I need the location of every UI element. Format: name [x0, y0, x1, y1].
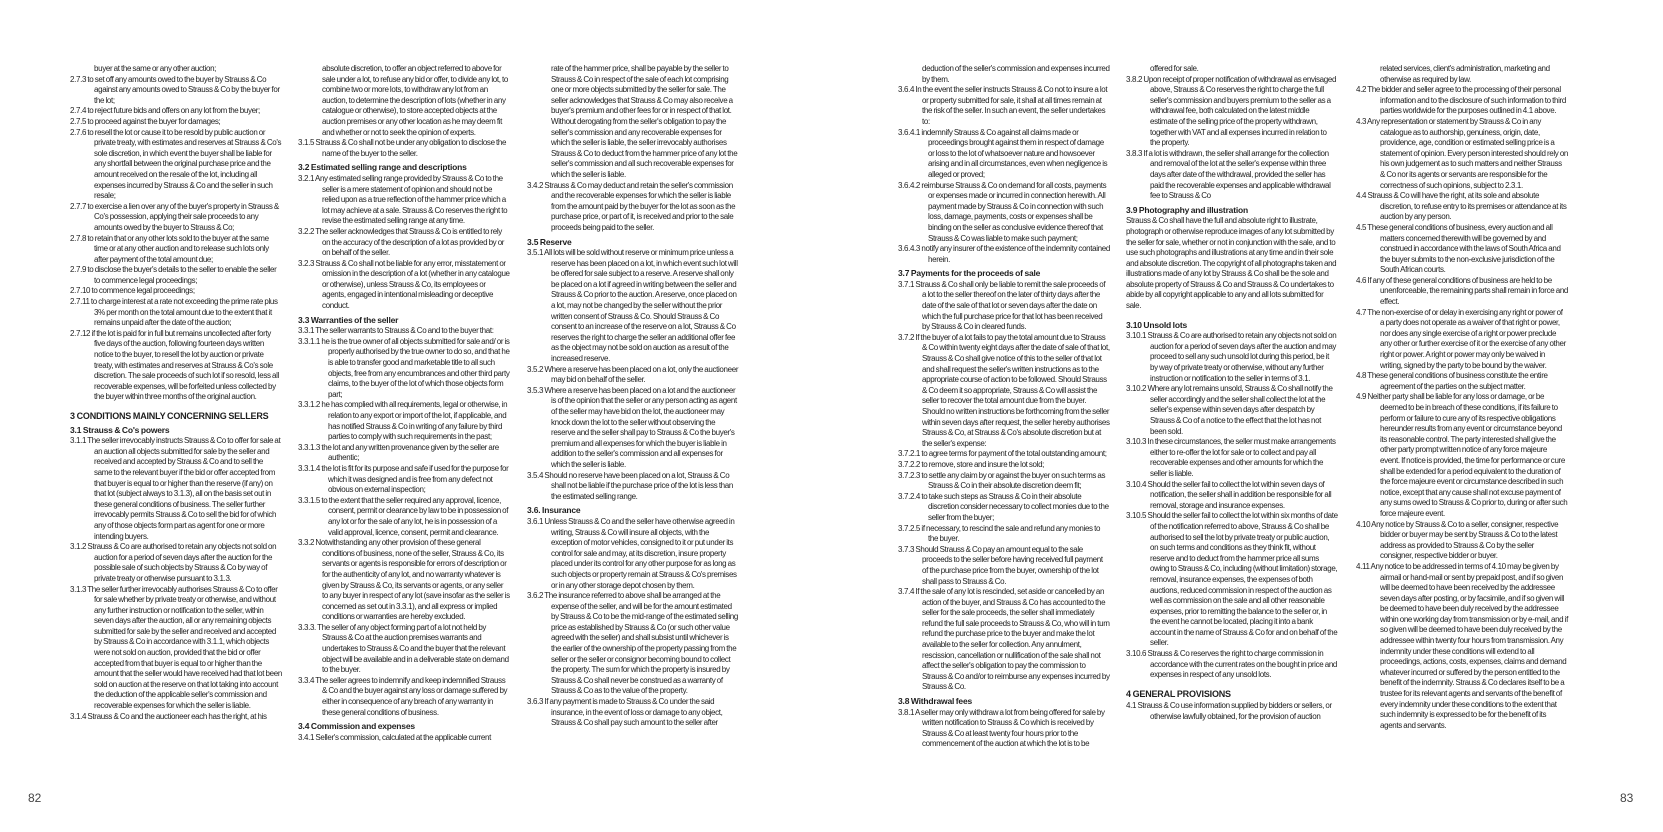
clause-paragraph: 3.6.4.2 reimburse Strauss & Co on demand for all costs, payments or expenses made or incurred in connection herewith. All payment made by Strauss & Co in connection with such loss, damage, payments, costs or expenses shall be binding on the seller as conclusive evidence thereof that Strauss & Co was liable to make such payment; [898, 180, 1107, 243]
subsection-heading: 3.1 Strauss & Co's powers [70, 424, 170, 435]
clause-paragraph: 3.10.3 In these circumstances, the seller must make arrangements either to re-offer the lot for sale or to collect and pay all recoverable expenses and other amounts for which the seller is liable. [1126, 437, 1336, 478]
clause-paragraph: 4.8 These general conditions of business constitute the entire agreement of the parties on the subject matter. [1356, 371, 1548, 391]
clause-paragraph: 3.5.1 All lots will be sold without reserve or minimum price unless a reserve has been placed on a lot, in which event such lot will be offered for sale subject to a reserve. A reserve shall only be placed on a lot if agreed in writing between the seller and Strauss & Co prior to the auction. A reserve, once placed on a lot, may not be changed by the seller without the prior written consent of Strauss & Co. Should Strauss & Co consent to an increase of the reserve on a lot, Strauss & Co reserves the right to charge the seller an additional offer fee as the object may not be sold on auction as a result of the increased reserve. [527, 248, 738, 364]
clause-paragraph: Strauss & Co shall have the full and absolute right to illustrate, photograph or otherwise reproduce images of any lot submitted by the seller for sale, whether or not in conjunction with the sale, and to use such photographs and illustrations at any time and in their sole and absolute discretion. The copyright of all photographs taken and illustrations made of any lot by Strauss & Co shall be the sole and absolute property of Strauss & Co and Strauss & Co undertakes to abide by all copyright applicable to any and all lots submitted for sale. [1126, 216, 1337, 311]
subsection-heading: 3.7 Payments for the proceeds of sale [898, 268, 1041, 279]
subsection-heading: 3.5 Reserve [527, 236, 572, 247]
continued-paragraph: deduction of the seller's commission and expenses incurred by them. [922, 64, 1110, 84]
clause-paragraph: 4.5 These general conditions of business, every auction and all matters concerned therewith will be governed by and construed in accordance with the laws of South Africa and the buyer submits to the non-exclusive jurisdiction of the South African courts. [1356, 222, 1561, 275]
clause-paragraph: 3.8.1 A seller may only withdraw a lot from being offered for sale by written notification to Strauss & Co which is received by Strauss & Co at least twenty four hours prior to the commencement of the auction at which the lot is to be [898, 707, 1105, 749]
clause-paragraph: 2.7.4 to reject future bids and offers on any lot from the buyer; [70, 106, 260, 116]
clause-paragraph: 2.7.12 if the lot is paid for in full but remains uncollected after forty five days of the auction, following fourteen days written notice to the buyer, to resell the lot by auction or private treaty, with estimates and reserves at Strauss & Co's sole discretion. The sale proceeds of such lot if so resold, less all recoverable expenses, will be forfeited unless collected by the buyer within three months of the original auction. [70, 328, 279, 402]
continued-paragraph: related services, client's administration, marketing and otherwise as required by law. [1380, 64, 1550, 84]
clause-paragraph: 4.7 The non-exercise of or delay in exercising any right or power of a party does not operate as a waiver of that right or power, nor does any single exercise of a right or power preclude any other or further exercise of it or the exercise of any other right or power. A right or power may only be waived in writing, signed by the party to be bound by the waiver. [1356, 307, 1566, 370]
clause-paragraph: 3.3.1 The seller warrants to Strauss & Co and to the buyer that: [298, 326, 494, 336]
continued-paragraph: buyer at the same or any other auction; [94, 64, 217, 73]
right-page-column-3 [1356, 64, 1568, 731]
clause-paragraph: 3.7.4 If the sale of any lot is rescinded, set aside or cancelled by an action of the buyer, and Strauss & Co has accounted to the seller for the sale proceeds, the seller shall immediately refund the full sale proceeds to Strauss & Co, who will in turn refund the purchase price to the buyer and make the lot available to the seller for collection. Any annulment, rescission, cancellation or nullification of the sale shall not affect the seller's obligation to pay the commission to Strauss & Co and/or to reimburse any expenses incurred by Strauss & Co. [898, 587, 1110, 692]
clause-paragraph: 3.1.5 Strauss & Co shall not be under any obligation to disclose the name of the buyer to the seller. [298, 138, 507, 158]
right-page-column-1 [898, 64, 1110, 750]
section-heading: 4 GENERAL PROVISIONS [1126, 688, 1231, 699]
subsection-heading: 3.6. Insurance [527, 505, 581, 516]
subsection-heading: 3.10 Unsold lots [1126, 319, 1187, 330]
left-page-column-3 [527, 64, 739, 729]
clause-paragraph: 2.7.9 to disclose the buyer's details to the seller to enable the seller to commence legal proceedings; [70, 265, 277, 285]
subsection-heading: 3.4 Commission and expenses [298, 721, 415, 732]
clause-paragraph: 3.7.2.5 if necessary, to rescind the sale and refund any monies to the buyer. [898, 523, 1101, 544]
page-number-left: 82 [28, 791, 42, 805]
clause-paragraph: 3.7.2.1 to agree terms for payment of the total outstanding amount; [898, 449, 1107, 459]
clause-paragraph: 4.9 Neither party shall be liable for any loss or damage, or be deemed to be in breach of these conditions, if its failure to perform or failure to cure any of its respective obligations hereunder results from any event or circumstance beyond its reasonable control. The party interested shall give the other party prompt written notice of any force majeure event. If notice is provided, the time for performance or cure shall be extended for a period equivalent to the duration of the force majeure event or circumstance described in such notice, except that any cause shall not excuse payment of any sums owed to Strauss & Co prior to, during or after such force majeure event. [1356, 392, 1568, 518]
right-page-column-2 [1126, 64, 1338, 723]
clause-paragraph: 3.6.4.1 indemnify Strauss & Co against all claims made or proceedings brought against them in respect of damage or loss to the lot of whatsoever nature and howsoever arising and in all circumstances, even when negligence is alleged or proved; [898, 127, 1108, 179]
clause-paragraph: 3.3.1.5 to the extent that the seller required any approval, licence, consent, permit or clearance by law to be in possession of any lot or for the sale of any lot, he is in possession of a valid approval, licence, consent, permit and clearance. [298, 495, 509, 537]
clause-paragraph: 4.3 Any representation or statement by Strauss & Co in any catalogue as to authorship, genuiness, origin, date, providence, age, condition or estimated selling price is a statement of opinion. Every person interested should rely on his own judgement as to such matters and neither Strauss & Co nor its agents or servants are responsible for the correctness of such opinions, subject to 2.3.1. [1356, 116, 1569, 190]
clause-paragraph: 3.3.2 Notwithstanding any other provision of these general conditions of business, none of the seller, Strauss & Co, its servants or agents is responsible for errors of description or for the authenticity of any lot, and no warranty whatever is given by Strauss & Co, its servants or agents, or any seller to any buyer in respect of any lot (save insofar as the seller is concerned as set out in 3.3.1), and all express or implied conditions or warranties are hereby excluded. [298, 538, 510, 622]
clause-paragraph: 3.3.1.3 the lot and any written provenance given by the seller are authentic; [298, 442, 499, 463]
clause-paragraph: 3.1.1 The seller irrevocably instructs Strauss & Co to offer for sale at an auction all objects submitted for sale by the seller and received and accepted by Strauss & Co and to sell the same to the relevant buyer if the bid or offer accepted from that buyer is equal to or higher than the reserve (if any) on that lot (subject always to 3.1.3), all on the basis set out in these general conditions of business. The seller further irrevocably permits Strauss & Co to sell the bid for of which any of those objects form part as agent for one or more intending buyers. [70, 436, 281, 541]
clause-paragraph: 3.3.3. The seller of any object forming part of a lot not held by Strauss & Co at the auction premises warrants and undertakes to Strauss & Co and the buyer that the relevant object will be available and in a deliverable state on demand to the buyer. [298, 622, 509, 675]
clause-paragraph: 3.1.4 Strauss & Co and the auctioneer each has the right, at his [70, 711, 267, 721]
subsection-heading: 3.8 Withdrawal fees [898, 696, 973, 707]
clause-paragraph: 2.7.5 to proceed against the buyer for damages; [70, 116, 221, 126]
clause-paragraph: 3.6.2 The insurance referred to above shall be arranged at the expense of the seller, and will be for the amount estimated by Strauss & Co to be the mid-range of the estimated selling price as established by Strauss & Co (or such other value agreed with the seller) and shall subsist until whichever is the earlier of the ownership of the property passing from the seller or the seller or consignor becoming bound to collect the property. The sum for which the property is insured by Strauss & Co shall never be construed as a warranty of Strauss & Co as to the value of the property. [527, 591, 738, 696]
clause-paragraph: 3.3.1.2 he has complied with all requirements, legal or otherwise, in relation to any export or import of the lot, if applicable, and has notified Strauss & Co in writing of any failure by third parties to comply with such requirements in the past; [298, 400, 508, 442]
clause-paragraph: 4.6 If any of these general conditions of business are held to be unenforceable, the remaining parts shall remain in force and effect. [1356, 275, 1569, 307]
section-heading: 3 CONDITIONS MAINLY CONCERNING SELLERS [70, 411, 269, 421]
clause-paragraph: 3.2.3 Strauss & Co shall not be liable for any error, misstatement or omission in the description of a lot (whether in any catalogue or otherwise), unless Strauss & Co, its employees or agents, engaged in intentional misleading or deceptive conduct. [298, 258, 510, 311]
left-page-column-2 [298, 64, 510, 743]
clause-paragraph: 3.6.4 In the event the seller instructs Strauss & Co not to insure a lot or property submitted for sale, it shall at all times remain at the risk of the seller. In such an event, the seller undertakes to: [898, 85, 1108, 126]
clause-paragraph: 3.3.4 The seller agrees to indemnify and keep indemnified Strauss & Co and the buyer against any loss or damage suffered by either in consequence of any breach of any warranty in these general conditions of business. [298, 675, 508, 717]
clause-paragraph: 4.2 The bidder and seller agree to the processing of their personal information and to the disclosure of such information to third parties worldwide for the purposes outlined in 4.1 above. [1356, 85, 1566, 116]
clause-paragraph: 2.7.6 to resell the lot or cause it to be resold by public auction or private treaty, with estimates and reserves at Strauss & Co's sole discretion, in which event the buyer shall be liable for any shortfall between the original purchase price and the amount received on the resale of the lot, including all expenses incurred by Strauss & Co and the seller in such resale; [70, 127, 282, 201]
clause-paragraph: 4.10 Any notice by Strauss & Co to a seller, consigner, respective bidder or buyer may be sent by Strauss & Co to the latest address as provided to Strauss & Co by the seller consigner, respective bidder or buyer. [1356, 519, 1559, 561]
subsection-heading: 3.2 Estimated selling range and descriptions [298, 162, 467, 173]
continued-paragraph: absolute discretion, to offer an object referred to above for sale under a lot, to refuse any bid or offer, to divide any lot, to combine two or more lots, to withdraw any lot from an auction, to determine the description of lots (whether in any catalogue or otherwise), to store accepted objects at the auction premises or any other location as he may deem fit and whether or not to seek the opinion of experts. [322, 64, 508, 137]
clause-paragraph: 3.7.2.3 to settle any claim by or against the buyer on such terms as Strauss & Co in their absolute discretion deem fit; [898, 470, 1106, 491]
clause-paragraph: 3.8.2 Upon receipt of proper notification of withdrawal as envisaged above, Strauss & Co reserves the right to charge the full seller's commission and buyers premium to the seller as a withdrawal fee, both calculated on the latest middle estimate of the selling price of the property withdrawn, together with VAT and all expenses incurred in relation to the property. [1126, 74, 1337, 148]
page-number-right: 83 [1620, 791, 1634, 805]
clause-paragraph: 3.10.2 Where any lot remains unsold, Strauss & Co shall notify the seller accordingly and the seller shall collect the lot at the seller's expense within seven days after despatch by Strauss & Co of a notice to the effect that the lot has not been sold. [1126, 384, 1333, 436]
clause-paragraph: 4.11 Any notice to be addressed in terms of 4.10 may be given by airmail or hand-mail or sent by prepaid post, and if so given will be deemed to have been received by the addressee seven days after posting, or by facsimile, and if so given will be deemed to have been duly received by the addressee within one working day from transmission or by e-mail, and if so given will be deemed to have been duly received by the addressee within twenty four hours from transmission. Any indemnity under these conditions will extend to all proceedings, actions, costs, expenses, claims and demand whatever incurred or suffered by the person entitled to the benefit of the indemnity. Strauss & Co declares itself to be a trustee for its relevant agents and servants of the benefit of every indemnity under these conditions to the extent that such indemnity is expressed to be for the benefit of its agents and servants. [1356, 561, 1568, 730]
clause-paragraph: 3.7.2.4 to take such steps as Strauss & Co in their absolute discretion consider necessary to collect monies due to the seller from the buyer; [898, 491, 1109, 522]
clause-paragraph: 3.7.2.2 to remove, store and insure the lot sold; [898, 459, 1045, 469]
clause-paragraph: 3.3.1.4 the lot is fit for its purpose and safe if used for the purpose for which it was designed and is free from any defect not obvious on external inspection; [298, 463, 509, 495]
clause-paragraph: 2.7.7 to exercise a lien over any of the buyer's property in Strauss & Co's possession, applying their sale proceeds to any amounts owed by the buyer to Strauss & Co; [70, 201, 279, 232]
clause-paragraph: 3.6.4.3 notify any insurer of the existence of the indemnity contained herein. [898, 244, 1110, 264]
subsection-heading: 3.9 Photography and illustration [1126, 204, 1248, 215]
clause-paragraph: 3.3.1.1 he is the true owner of all objects submitted for sale and/ or is properly authorised by the true owner to do so, and that he is able to transfer good and marketable title to all such objects, free from any encumbrances and other third party claims, to the buyer of the lot of which those objects form part; [298, 336, 510, 399]
continued-paragraph: rate of the hammer price, shall be payable by the seller to Strauss & Co in respect of the sale of each lot comprising one or more objects submitted by the seller for sale. The seller acknowledges that Strauss & Co may also receive a buyer's premium and other fees for or in respect of that lot. Without derogating from the seller's obligation to pay the seller's commission and any recoverable expenses for which the seller is liable, the seller irrevocably authorises Strauss & Co to deduct from the hammer price of any lot the seller's commission and all such recoverable expenses for which the seller is liable. [551, 64, 738, 179]
clause-paragraph: 3.8.3 If a lot is withdrawn, the seller shall arrange for the collection and removal of the lot at the seller's expense within three days after date of the withdrawal, provided the seller has paid the recoverable expenses and applicable withdrawal fee to Strauss & Co [1126, 148, 1331, 201]
clause-paragraph: 3.7.1 Strauss & Co shall only be liable to remit the sale proceeds of a lot to the seller thereof on the later of thirty days after the date of the sale of that lot or seven days after the date on which the full purchase price for that lot has been received by Strauss & Co in cleared funds. [898, 279, 1106, 332]
clause-paragraph: 4.4 Strauss & Co will have the right, at its sole and absolute discretion, to refuse entry to its premises or attendance at its auction by any person. [1356, 191, 1567, 222]
clause-paragraph: 3.1.3 The seller further irrevocably authorises Strauss & Co to offer for sale whether by private treaty or otherwise, and without any further instruction or notification to the seller, within seven days after the auction, all or any remaining objects submitted for sale by the seller and received and accepted by Strauss & Co in accordance with 3.1.1, which objects were not sold on auction, provided that the bid or offer accepted from that buyer is equal to or higher than the amount that the seller would have received had that lot been sold on auction at the reserve on that lot taking into account the deduction of the applicable seller's commission and recoverable expenses for which the seller is liable. [70, 584, 282, 711]
clause-paragraph: 3.10.6 Strauss & Co reserves the right to charge commission in accordance with the current rates on the bought in price and expenses in respect of any unsold lots. [1126, 649, 1338, 680]
clause-paragraph: 4.1 Strauss & Co use information supplied by bidders or sellers, or otherwise lawfully obtained, for the provision of auction [1126, 701, 1332, 722]
clause-paragraph: 3.4.1 Seller's commission, calculated at the applicable current [298, 732, 491, 742]
subsection-heading: 3.3 Warranties of the seller [298, 314, 399, 325]
clause-paragraph: 3.1.2 Strauss & Co are authorised to retain any objects not sold on auction for a period of seven days after the auction for the possible sale of such objects by Strauss & Co by way of private treaty or otherwise pursuant to 3.1.3. [70, 542, 277, 583]
clause-paragraph: 3.2.2 The seller acknowledges that Strauss & Co is entitled to rely on the accuracy of the description of a lot as provided by or on behalf of the seller. [298, 226, 505, 258]
clause-paragraph: 3.10.5 Should the seller fail to collect the lot within six months of date of the notification referred to above, Strauss & Co shall be authorised to sell the lot by private treaty or public auction, on such terms and conditions as they think fit, without reserve and to deduct from the hammer price all sums owing to Strauss & Co, including (without limitation) storage, removal, insurance expenses, the expenses of both auctions, reduced commission in respect of the auction as well as commission on the sale and all other reasonable expenses, prior to remitting the balance to the seller or, in the event he cannot be located, placing it into a bank account in the name of Strauss & Co for and on behalf of the seller. [1126, 511, 1338, 648]
clause-paragraph: 2.7.8 to retain that or any other lots sold to the buyer at the same time or at any other auction and to release such lots only after payment of the total amount due; [70, 233, 269, 264]
clause-paragraph: 3.4.2 Strauss & Co may deduct and retain the seller's commission and the recoverable expenses for which the seller is liable from the amount paid by the buyer for the lot as soon as the purchase price, or part of it, is received and prior to the sale proceeds being paid to the seller. [527, 180, 736, 232]
clause-paragraph: 3.7.2 If the buyer of a lot fails to pay the total amount due to Strauss & Co within twenty eight days after the date of sale of that lot, Strauss & Co shall give notice of this to the seller of that lot and shall request the seller's written instructions as to the appropriate course of action to be followed. Should Strauss & Co deem it so appropriate, Strauss & Co will assist the seller to recover the total amount due from the buyer. Should no written instructions be forthcoming from the seller within seven days after request, the seller hereby authorises Strauss & Co, at Strauss & Co's absolute discretion but at the seller's expense: [898, 332, 1110, 448]
clause-paragraph: 3.5.3 Where a reserve has been placed on a lot and the auctioneer is of the opinion that the seller or any person acting as agent of the seller may have bid on the lot, the auctioneer may knock down the lot to the seller without observing the reserve and the seller shall pay to Strauss & Co the buyer's premium and all expenses for which the buyer is liable in addition to the seller's commission and all expenses for which the seller is liable. [527, 385, 737, 469]
clause-paragraph: 3.2.1 Any estimated selling range provided by Strauss & Co to the seller is a mere statement of opinion and should not be relied upon as a true reflection of the hammer price which a lot may achieve at a sale. Strauss & Co reserves the right to revise the estimated selling range at any time. [298, 173, 508, 226]
clause-paragraph: 3.10.4 Should the seller fail to collect the lot within seven days of notification, the seller shall in addition be responsible for all removal, storage and insurance expenses. [1126, 479, 1332, 510]
clause-paragraph: 2.7.3 to set off any amounts owed to the buyer by Strauss & Co against any amounts owed to Strauss & Co by the buyer for the lot; [70, 74, 280, 105]
clause-paragraph: 3.7.3 Should Strauss & Co pay an amount equal to the sale proceeds to the seller before having received full payment of the purchase price from the buyer, ownership of the lot shall pass to Strauss & Co. [898, 544, 1103, 586]
continued-paragraph: offered for sale. [1150, 64, 1199, 73]
clause-paragraph: 3.6.3 If any payment is made to Strauss & Co under the said insurance, in the event of loss or damage to any object, Strauss & Co shall pay such amount to the seller after [527, 697, 723, 728]
clause-paragraph: 3.10.1 Strauss & Co are authorised to retain any objects not sold on auction for a period of seven days after the auction and may proceed to sell any such unsold lot during this period, be it by way of private treaty or otherwise, without any further instruction or notification to the seller in terms of 3.1. [1126, 331, 1337, 383]
clause-paragraph: 3.5.4 Should no reserve have been placed on a lot, Strauss & Co shall not be liable if the purchase price of the lot is less than the estimated selling range. [527, 470, 733, 501]
clause-paragraph: 3.5.2 Where a reserve has been placed on a lot, only the auctioneer may bid on behalf of the seller. [527, 364, 739, 385]
clause-paragraph: 2.7.10 to commence legal proceedings; [70, 286, 195, 296]
left-page-column-1 [70, 64, 282, 722]
clause-paragraph: 2.7.11 to charge interest at a rate not exceeding the prime rate plus 3% per month on the total amount due to the extent that it remains unpaid after the date of the auction; [70, 297, 278, 328]
clause-paragraph: 3.6.1 Unless Strauss & Co and the seller have otherwise agreed in writing, Strauss & Co will insure all objects, with the exception of motor vehicles, consigned to it or put under its control for sale and may, at its discretion, insure property placed under its control for any other purpose for as long as such objects or property remain at Strauss & Co's premises or in any other storage depot chosen by them. [527, 516, 737, 590]
